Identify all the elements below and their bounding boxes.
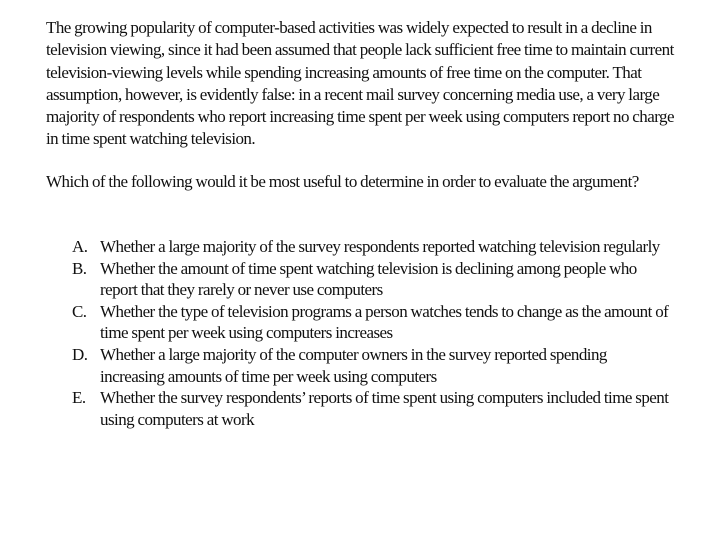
answer-option-e — [72, 387, 672, 430]
option-text: Whether the amount of time spent watching television is declining among people who report that they rarely or never use computers — [100, 258, 637, 300]
option-letter: C. — [72, 301, 87, 321]
option-text: Whether the type of television programs a person watches tends to change as the amount of time spent per week using computers increases — [100, 301, 669, 343]
option-letter: D. — [72, 344, 88, 364]
option-letter: E. — [72, 388, 86, 408]
option-letter: B. — [72, 258, 87, 278]
option-text: Whether a large majority of the computer owners in the survey reported spending increasing amounts of time per week using computers — [100, 344, 607, 386]
answer-option-b — [72, 258, 672, 301]
option-text: Whether the survey respondents’ reports of time spent using computers included time spent using computers at work — [100, 388, 669, 429]
argument-passage: The growing popularity of computer-based activities was widely expected to result in a decline in television viewing, since it had been assumed that people lack sufficient free time to maintain current television-viewing levels while spending increasing amounts of free time on the computer. That assumption, however, is evidently false: in a recent mail survey concerning media use, a very large majority of respondents who report increasing time spent per week using computers report no charge in time spent watching television. — [46, 18, 675, 149]
option-text: Whether a large majority of the survey respondents reported watching television regularly — [100, 237, 660, 256]
answer-option-d — [72, 344, 672, 387]
answer-option-a — [72, 236, 672, 258]
question-stem: Which of the following would it be most useful to determine in order to evaluate the argument? — [46, 172, 639, 191]
answer-options — [72, 236, 672, 430]
answer-option-c — [72, 301, 672, 344]
option-letter: A. — [72, 237, 88, 256]
